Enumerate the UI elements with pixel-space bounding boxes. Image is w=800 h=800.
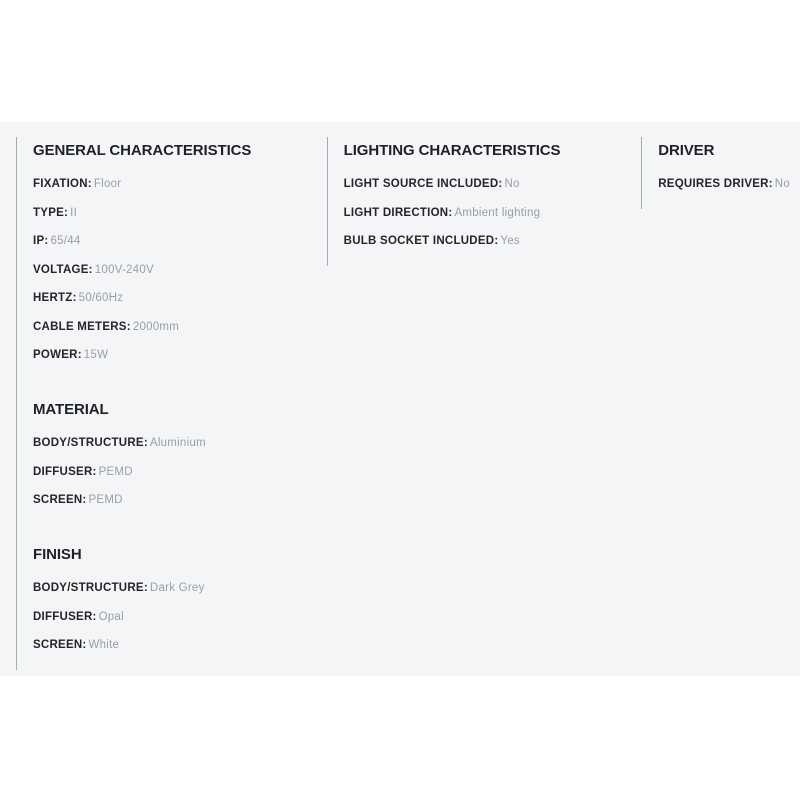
spec-value: 15W: [83, 349, 109, 361]
spec-value: Opal: [98, 610, 124, 623]
spec-row-screen: [33, 494, 317, 507]
spec-value: PEMD: [88, 494, 123, 506]
spec-label: POWER:: [33, 349, 82, 361]
spec-row-requires-driver: [658, 178, 790, 191]
spec-value: Ambient lighting: [454, 206, 541, 219]
spec-value: Yes: [500, 235, 520, 247]
spec-label: IP:: [33, 235, 49, 247]
spec-row-light-direction: [344, 207, 632, 220]
spec-row-diffuser: [33, 611, 317, 624]
spec-label: LIGHT SOURCE INCLUDED:: [343, 178, 503, 190]
spec-label: REQUIRES DRIVER:: [658, 178, 773, 190]
section-title-general-characteristics: GENERAL CHARACTERISTICS: [33, 142, 252, 159]
spec-row-light-source-included: [344, 178, 632, 191]
spec-value: No: [504, 178, 520, 190]
spec-row-diffuser: [33, 466, 317, 479]
spec-value: 100V-240V: [94, 263, 154, 276]
spec-value: 50/60Hz: [78, 292, 124, 304]
spec-label: VOLTAGE:: [33, 263, 93, 276]
spec-row-bulb-socket-included: [344, 235, 632, 248]
spec-row-voltage: [33, 264, 317, 277]
spec-row-type: [33, 207, 317, 220]
section-lighting-characteristics: [344, 141, 632, 248]
spec-value: White: [88, 639, 120, 651]
spec-value: PEMD: [98, 465, 133, 478]
column-driver: [641, 137, 800, 209]
spec-label: BODY/STRUCTURE:: [33, 437, 148, 449]
spec-row-power: [33, 349, 317, 362]
section-general-characteristics: [33, 141, 317, 362]
spec-row-fixation: [33, 178, 317, 191]
section-driver: [658, 141, 790, 191]
spec-label: DIFFUSER:: [33, 465, 97, 478]
spec-label: SCREEN:: [33, 639, 87, 651]
section-material: [33, 400, 317, 507]
spec-label: HERTZ:: [33, 292, 77, 304]
spec-value: No: [774, 178, 790, 190]
spec-row-cable-meters: [33, 321, 317, 334]
spec-label: BULB SOCKET INCLUDED:: [343, 235, 499, 247]
spec-row-screen: [33, 639, 317, 652]
spec-row-body-structure: [33, 437, 317, 450]
spec-label: DIFFUSER:: [33, 610, 97, 623]
section-title-driver: DRIVER: [658, 142, 715, 159]
spec-value: Dark Grey: [149, 582, 205, 594]
spec-label: TYPE:: [33, 206, 69, 219]
section-finish: [33, 545, 317, 652]
column-general-characteristics: [16, 137, 327, 670]
spec-row-ip: [33, 235, 317, 248]
column-lighting-characteristics: [327, 137, 642, 266]
spec-label: LIGHT DIRECTION:: [343, 206, 453, 219]
spec-value: Floor: [93, 178, 122, 190]
spec-label: BODY/STRUCTURE:: [33, 582, 148, 594]
section-title-material: MATERIAL: [33, 401, 109, 418]
spec-label: SCREEN:: [33, 494, 87, 506]
spec-value: 65/44: [50, 235, 81, 247]
spec-value: 2000mm: [132, 320, 180, 333]
spec-label: FIXATION:: [33, 178, 92, 190]
spec-row-hertz: [33, 292, 317, 305]
spec-value: Aluminium: [149, 437, 206, 449]
section-title-finish: FINISH: [33, 546, 82, 563]
spec-row-body-structure: [33, 582, 317, 595]
section-title-lighting-characteristics: LIGHTING CHARACTERISTICS: [343, 142, 561, 159]
spec-label: CABLE METERS:: [33, 320, 131, 333]
specifications-panel: [0, 122, 800, 676]
spec-value: II: [70, 206, 78, 219]
